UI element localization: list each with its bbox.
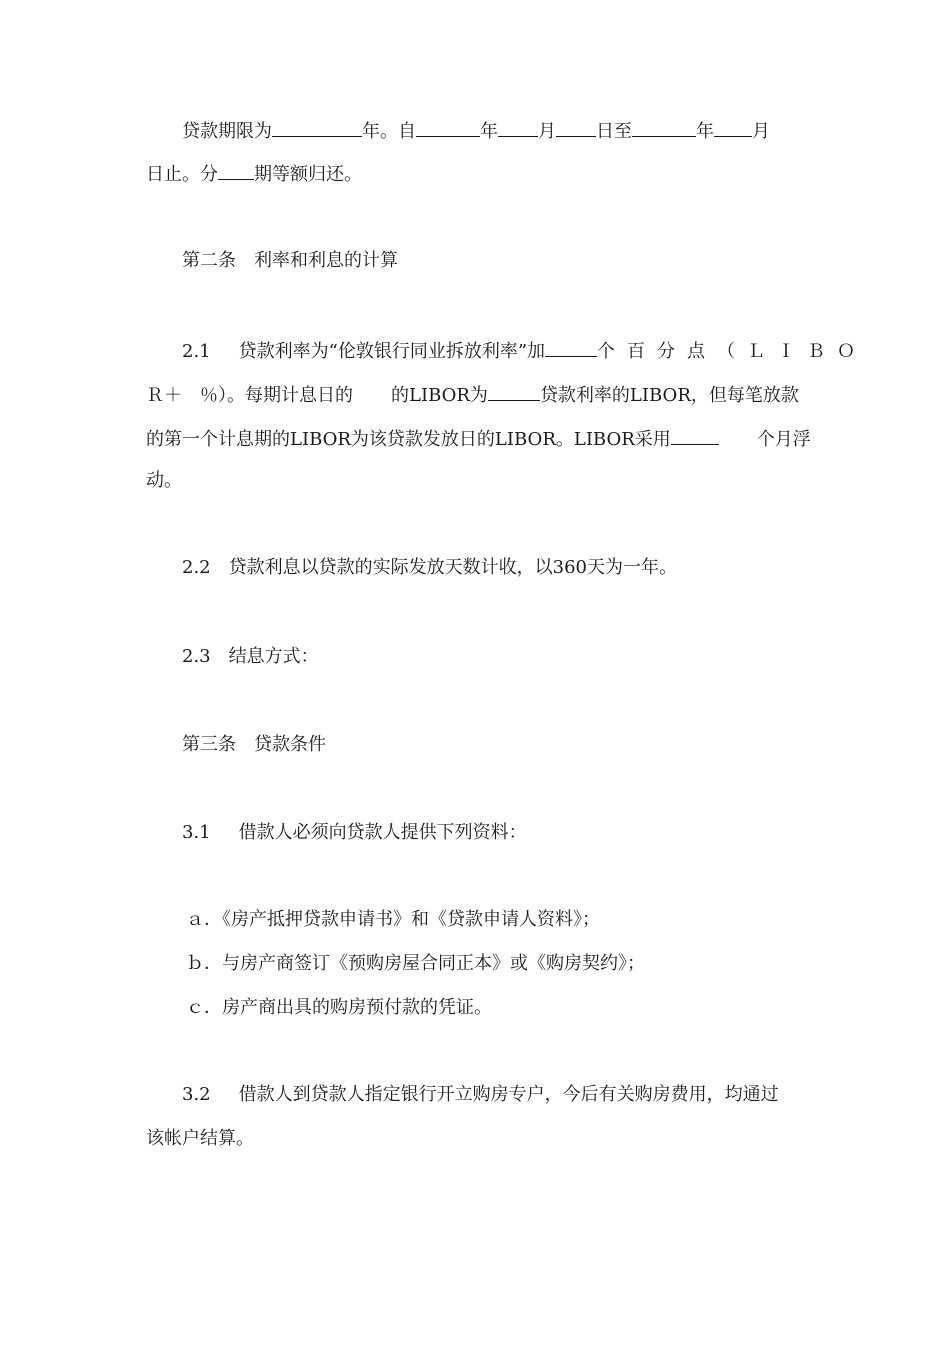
- clause-number: 2.3: [182, 646, 211, 667]
- list-item: ｂ．与房产商签订《预购房屋合同正本》或《购房契约》；: [186, 953, 645, 974]
- clause-2-3: 2.3 结息方式：: [182, 646, 319, 667]
- clause-3-2-line-1: 3.2 借款人到贷款人指定银行开立购房专户，今后有关购房费用，均通过: [182, 1084, 779, 1105]
- clause-2-1-line-3: 的第一个计息期的LIBOR为该贷款发放日的LIBOR。LIBOR采用 个月浮: [146, 425, 811, 452]
- blank-libor-period[interactable]: [488, 381, 540, 401]
- blank-start-day[interactable]: [556, 117, 596, 137]
- term-line-1: 贷款期限为 年。自 年 月 日至 年 月: [182, 117, 770, 144]
- clause-number: 3.2: [182, 1084, 211, 1105]
- blank-libor-months[interactable]: [671, 425, 719, 445]
- article-2-title: 第二条 利率和利息的计算: [182, 250, 398, 271]
- list-item: ａ．《房产抵押贷款申请书》和《贷款申请人资料》；: [186, 909, 600, 930]
- clause-2-1-line-2: Ｒ＋ ％）。每期计息日的 的LIBOR为 贷款利率的LIBOR，但每笔放款: [146, 381, 799, 408]
- blank-installments[interactable]: [218, 160, 254, 180]
- clause-number: 3.1: [182, 822, 211, 843]
- clause-number: 2.1: [182, 341, 211, 362]
- term-line-2: 日止。分 期等额归还。: [146, 160, 362, 187]
- clause-2-2: 2.2 贷款利息以贷款的实际发放天数计收，以360天为一年。: [182, 557, 677, 578]
- clause-2-1-line-4: 动。: [146, 470, 182, 491]
- clause-3-2-line-2: 该帐户结算。: [146, 1128, 254, 1149]
- blank-end-year[interactable]: [632, 117, 696, 137]
- blank-end-month[interactable]: [714, 117, 752, 137]
- clause-3-1: 3.1 借款人必须向贷款人提供下列资料：: [182, 822, 527, 843]
- clause-2-1-line-1: 2.1 贷款利率为“伦敦银行同业拆放利率”加 个百分点（ＬＩＢＯ: [182, 337, 867, 364]
- article-3-title: 第三条 贷款条件: [182, 734, 326, 755]
- blank-start-year[interactable]: [416, 117, 480, 137]
- blank-start-month[interactable]: [498, 117, 538, 137]
- list-item: ｃ．房产商出具的购房预付款的凭证。: [186, 997, 492, 1018]
- clause-number: 2.2: [182, 557, 211, 578]
- blank-points[interactable]: [545, 337, 597, 357]
- blank-term[interactable]: [272, 117, 362, 137]
